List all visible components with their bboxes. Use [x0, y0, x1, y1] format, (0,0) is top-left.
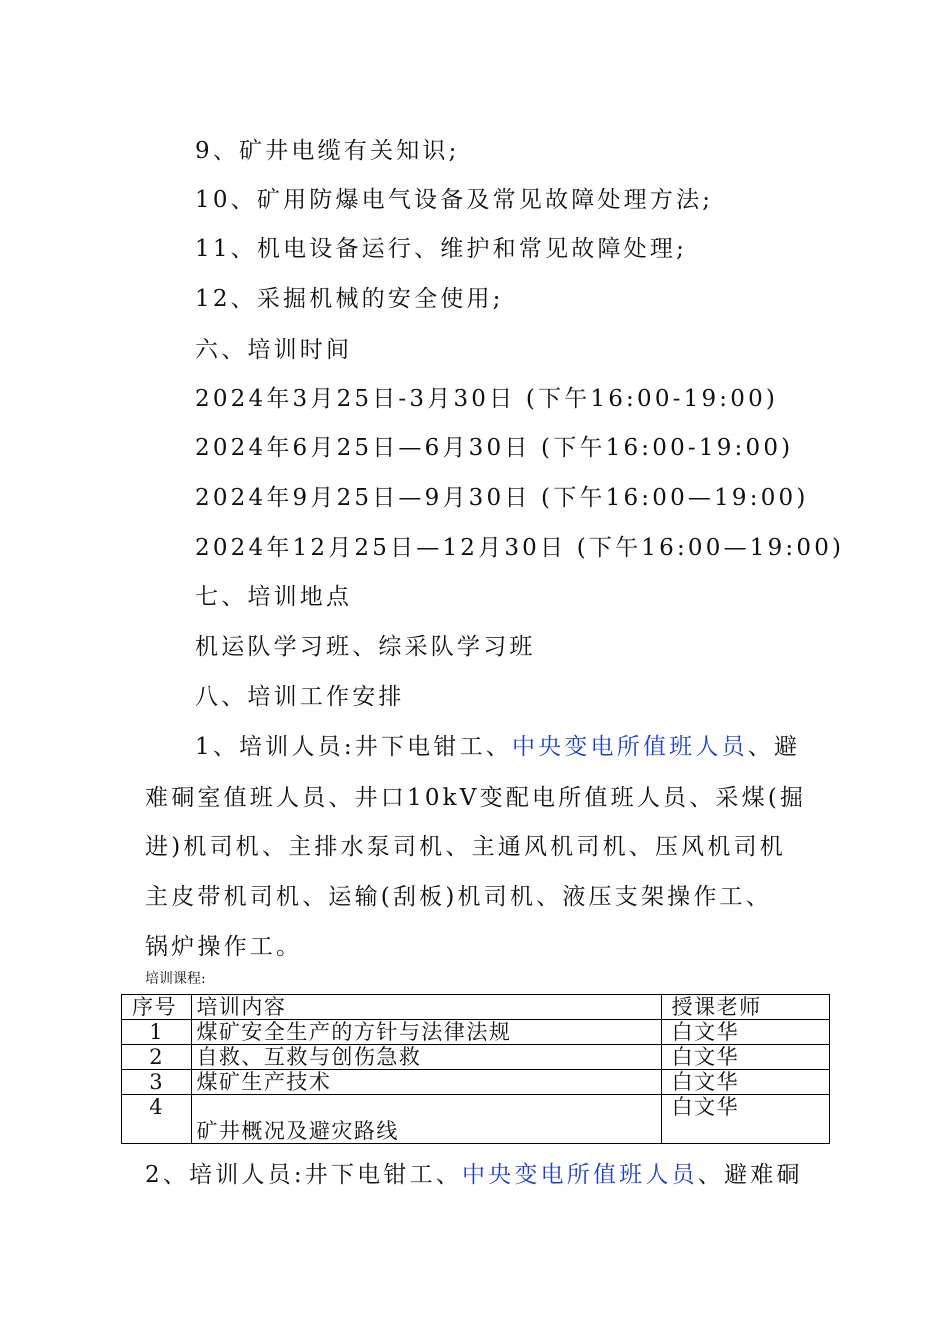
list-item-10: 10、矿用防爆电气设备及常见故障处理方法;: [195, 187, 714, 213]
paragraph-2-prefix: 2、培训人员:井下电钳工、: [145, 1162, 462, 1188]
list-item-12: 12、采掘机械的安全使用;: [195, 286, 504, 312]
paragraph-2-line-1: [145, 1160, 803, 1190]
course-table: [121, 994, 830, 1144]
paragraph-1-highlight: 中央变电所值班人员: [511, 734, 748, 760]
table-caption: 培训课程:: [145, 971, 206, 987]
paragraph-1-suffix: 、避: [747, 734, 801, 760]
schedule-line-4: 2024年12月25日—12月30日 (下午16:00—19:00): [195, 535, 845, 561]
row-teacher: 白文华: [661, 1020, 829, 1045]
section-heading-training-time: 六、培训时间: [195, 337, 353, 363]
row-content: 煤矿安全生产的方针与法律法规: [192, 1020, 661, 1045]
header-content: 培训内容: [192, 995, 661, 1020]
table-row: [122, 1020, 830, 1045]
paragraph-1-line-2: 难硐室值班人员、井口10kV变配电所值班人员、采煤(掘: [145, 785, 807, 811]
paragraph-1-line-1: [195, 732, 800, 762]
row-content: 煤矿生产技术: [192, 1070, 661, 1095]
header-teacher: 授课老师: [661, 995, 829, 1020]
schedule-line-1: 2024年3月25日-3月30日 (下午16:00-19:00): [195, 386, 779, 412]
row-number: 1: [122, 1020, 192, 1045]
row-content: 矿井概况及避灾路线: [192, 1095, 661, 1144]
table-row: [122, 1045, 830, 1070]
paragraph-1-prefix: 1、培训人员:井下电钳工、: [195, 734, 512, 760]
section-heading-work-arrangement: 八、培训工作安排: [195, 684, 405, 710]
table-row: [122, 1070, 830, 1095]
row-teacher: 白文华: [661, 1070, 829, 1095]
paragraph-1-line-4: 主皮带机司机、运输(刮板)机司机、液压支架操作工、: [145, 884, 772, 910]
row-teacher: 白文华: [661, 1045, 829, 1070]
row-number: 4: [122, 1095, 192, 1144]
row-number: 2: [122, 1045, 192, 1070]
table-row: [122, 1095, 830, 1144]
list-item-9: 9、矿井电缆有关知识;: [195, 138, 460, 164]
paragraph-1-line-3: 进)机司机、主排水泵司机、主通风机司机、压风机司机: [145, 834, 786, 860]
row-teacher: 白文华: [661, 1095, 829, 1144]
row-content: 自救、互救与创伤急救: [192, 1045, 661, 1070]
training-location-text: 机运队学习班、综采队学习班: [195, 634, 536, 660]
table-header-row: [122, 995, 830, 1020]
section-heading-training-location: 七、培训地点: [195, 584, 353, 610]
schedule-line-3: 2024年9月25日—9月30日 (下午16:00—19:00): [195, 485, 809, 511]
header-number: 序号: [122, 995, 192, 1020]
paragraph-1-line-5: 锅炉操作工。: [145, 934, 303, 960]
schedule-line-2: 2024年6月25日—6月30日 (下午16:00-19:00): [195, 435, 794, 461]
row-number: 3: [122, 1070, 192, 1095]
list-item-11: 11、机电设备运行、维护和常见故障处理;: [195, 236, 688, 262]
paragraph-2-suffix: 、避难硐: [697, 1162, 803, 1188]
paragraph-2-highlight: 中央变电所值班人员: [461, 1162, 698, 1188]
